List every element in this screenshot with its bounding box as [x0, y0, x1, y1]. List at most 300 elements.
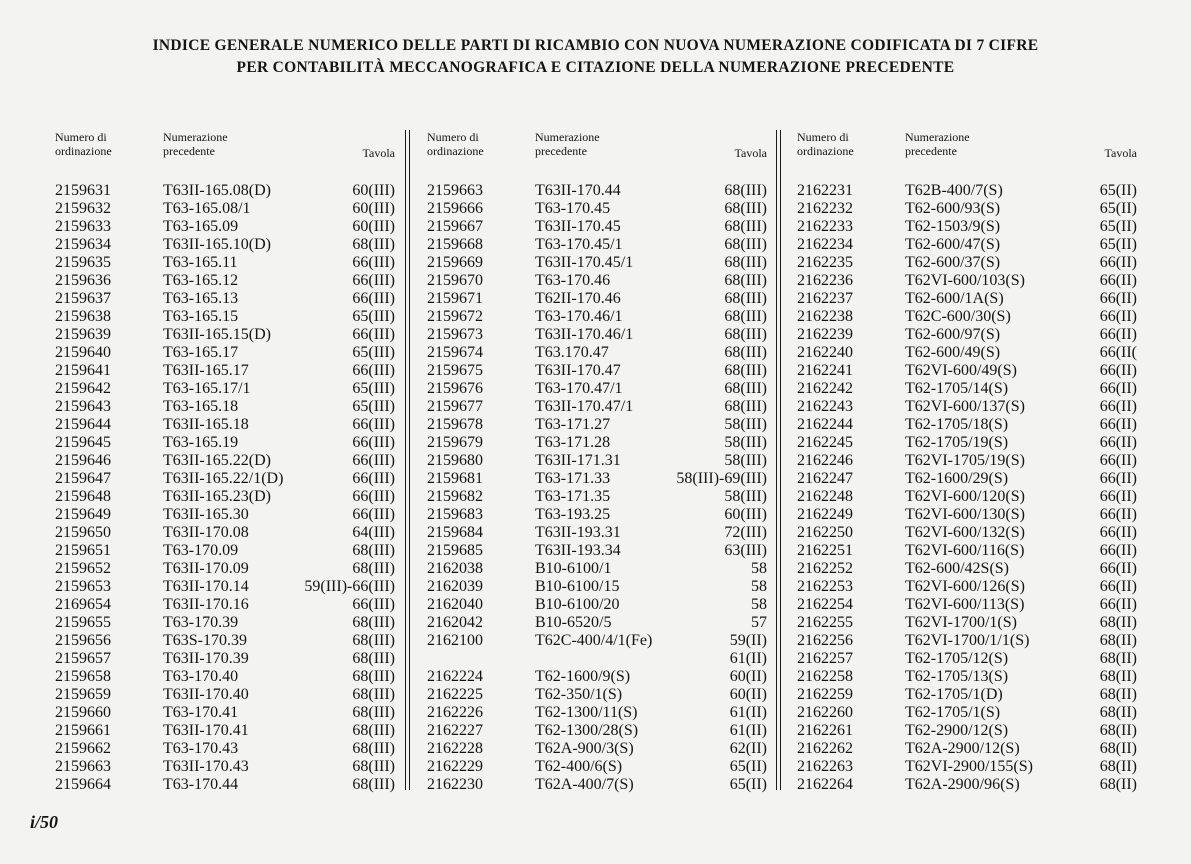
previous-number: T62A-2900/96(S) [905, 776, 1020, 793]
order-number: 2159683 [427, 506, 483, 523]
table-row [427, 686, 767, 704]
tavola-ref: 66(II) [1099, 452, 1137, 469]
tavola-ref: 66(II) [1099, 560, 1137, 577]
order-number: 2159643 [55, 398, 111, 415]
previous-number: T63-165.08/1 [163, 200, 251, 217]
previous-number: T62-600/47(S) [905, 236, 1001, 253]
tavola-ref: 66(II) [1099, 542, 1137, 559]
tavola-ref: 61(II) [729, 704, 767, 721]
table-row [427, 218, 767, 236]
previous-number: T62-1705/1(S) [905, 704, 1001, 721]
tavola-ref: 64(III) [352, 524, 395, 541]
order-number: 2159658 [55, 668, 111, 685]
order-number: 2159653 [55, 578, 111, 595]
order-number: 2159677 [427, 398, 483, 415]
previous-number: T63-193.25 [535, 506, 611, 523]
previous-number: T62C-400/4/1(Fe) [535, 632, 653, 649]
order-number: 2159681 [427, 470, 483, 487]
order-number: 2162233 [797, 218, 853, 235]
previous-number: T63II-193.34 [535, 542, 621, 559]
table-row [797, 416, 1137, 434]
tavola-ref: 68(III) [352, 758, 395, 775]
order-number: 2162240 [797, 344, 853, 361]
order-number: 2162243 [797, 398, 853, 415]
order-number: 2159663 [427, 182, 483, 199]
tavola-ref: 68(III) [724, 182, 767, 199]
order-number: 2159674 [427, 344, 483, 361]
order-number: 2159682 [427, 488, 483, 505]
header-numero-label: Numero di [55, 130, 107, 144]
previous-number: T63-170.41 [163, 704, 239, 721]
order-number: 2162259 [797, 686, 853, 703]
header-ordinazione-label: ordinazione [427, 144, 484, 158]
order-number: 2159636 [55, 272, 111, 289]
previous-number: T62VI-2900/155(S) [905, 758, 1033, 775]
tavola-ref: 58 [751, 578, 767, 595]
index-column-2 [427, 130, 767, 794]
order-number: 2162251 [797, 542, 853, 559]
table-row [55, 344, 395, 362]
index-column-1 [55, 130, 395, 794]
order-number: 2162226 [427, 704, 483, 721]
table-row [797, 200, 1137, 218]
tavola-ref: 62(II) [729, 740, 767, 757]
table-row [797, 344, 1137, 362]
table-row [427, 560, 767, 578]
table-row [797, 668, 1137, 686]
tavola-ref: 66(III) [352, 326, 395, 343]
table-row [55, 614, 395, 632]
previous-number: T62VI-600/126(S) [905, 578, 1025, 595]
tavola-ref: 68(III) [724, 272, 767, 289]
order-number: 2159659 [55, 686, 111, 703]
order-number: 2159661 [55, 722, 111, 739]
tavola-ref: 72(III) [724, 524, 767, 541]
previous-number: T63-170.46/1 [535, 308, 623, 325]
tavola-ref: 66(III) [352, 506, 395, 523]
order-number: 2162239 [797, 326, 853, 343]
tavola-ref: 66(II) [1099, 272, 1137, 289]
header-numerazione-precedente [535, 130, 600, 158]
page-title-line-1: INDICE GENERALE NUMERICO DELLE PARTI DI RICAMBIO CON NUOVA NUMERAZIONE CODIFICATA DI 7 CIFRE [152, 37, 1039, 54]
order-number: 2159667 [427, 218, 483, 235]
table-row [797, 650, 1137, 668]
tavola-ref: 68(II) [1099, 758, 1137, 775]
order-number: 2159637 [55, 290, 111, 307]
order-number: 2159646 [55, 452, 111, 469]
order-number: 2159673 [427, 326, 483, 343]
order-number: 2162228 [427, 740, 483, 757]
tavola-ref: 68(II) [1099, 722, 1137, 739]
order-number: 2159645 [55, 434, 111, 451]
previous-number: T62-1300/28(S) [535, 722, 639, 739]
order-number: 2162040 [427, 596, 483, 613]
order-number: 2159666 [427, 200, 483, 217]
header-tavola: Tavola [362, 146, 395, 160]
table-row [427, 758, 767, 776]
order-number: 2159650 [55, 524, 111, 541]
tavola-ref: 68(III) [724, 290, 767, 307]
tavola-ref: 66(III) [352, 416, 395, 433]
tavola-ref: 68(III) [352, 236, 395, 253]
table-row [55, 380, 395, 398]
table-row [427, 524, 767, 542]
order-number: 2159670 [427, 272, 483, 289]
previous-number: T63-171.35 [535, 488, 611, 505]
table-row [55, 308, 395, 326]
previous-number: T63II-170.39 [163, 650, 249, 667]
order-number: 2159680 [427, 452, 483, 469]
tavola-ref: 66(II) [1099, 596, 1137, 613]
previous-number: T63II-170.43 [163, 758, 249, 775]
table-row [427, 452, 767, 470]
previous-number: T63-171.27 [535, 416, 611, 433]
tavola-ref: 65(II) [729, 758, 767, 775]
order-number: 2162261 [797, 722, 853, 739]
previous-number: T63-171.33 [535, 470, 611, 487]
previous-number: T63-170.47/1 [535, 380, 623, 397]
table-row [427, 668, 767, 686]
order-number: 2162256 [797, 632, 853, 649]
previous-number: T63II-165.10(D) [163, 236, 271, 253]
table-row [55, 290, 395, 308]
table-row [427, 344, 767, 362]
previous-number: T63II-165.17 [163, 362, 249, 379]
table-row [427, 650, 767, 668]
table-row [427, 416, 767, 434]
tavola-ref: 66(III) [352, 488, 395, 505]
order-number: 2159664 [55, 776, 111, 793]
previous-number: T63II-165.23(D) [163, 488, 271, 505]
order-number: 2162100 [427, 632, 483, 649]
previous-number: T63II-170.47/1 [535, 398, 634, 415]
previous-number: T63.170.47 [535, 344, 609, 361]
tavola-ref: 66(III) [352, 470, 395, 487]
order-number: 2162250 [797, 524, 853, 541]
table-row [427, 272, 767, 290]
table-row [797, 254, 1137, 272]
table-row [427, 488, 767, 506]
tavola-ref: 66(II) [1099, 398, 1137, 415]
tavola-ref: 66(III) [352, 362, 395, 379]
previous-number: T62-600/97(S) [905, 326, 1001, 343]
tavola-ref: 66(II) [1099, 434, 1137, 451]
previous-number: T63II-170.44 [535, 182, 621, 199]
table-row [55, 488, 395, 506]
order-number: 2162237 [797, 290, 853, 307]
previous-number: T63II-170.46/1 [535, 326, 634, 343]
column-divider-1 [405, 130, 410, 790]
previous-number: T63-165.17 [163, 344, 239, 361]
table-row [427, 722, 767, 740]
order-number: 2162263 [797, 758, 853, 775]
previous-number: T63-170.09 [163, 542, 239, 559]
tavola-ref: 66(III) [352, 434, 395, 451]
header-numerazione-label: Numerazione [163, 130, 228, 144]
table-row [427, 236, 767, 254]
previous-number: T63II-165.22(D) [163, 452, 271, 469]
tavola-ref: 58 [751, 596, 767, 613]
tavola-ref: 60(III) [352, 182, 395, 199]
previous-number: T63-170.45/1 [535, 236, 623, 253]
tavola-ref: 66(II) [1099, 290, 1137, 307]
previous-number: T62VI-600/49(S) [905, 362, 1017, 379]
previous-number: T62VI-1700/1/1(S) [905, 632, 1030, 649]
column-header [55, 130, 395, 182]
order-number: 2159631 [55, 182, 111, 199]
previous-number: T62VI-600/132(S) [905, 524, 1025, 541]
order-number: 2159657 [55, 650, 111, 667]
header-numero-ordinazione [797, 130, 854, 158]
table-row [55, 722, 395, 740]
table-row [55, 182, 395, 200]
previous-number: T62-1705/14(S) [905, 380, 1009, 397]
header-numero-ordinazione [427, 130, 484, 158]
table-row [797, 236, 1137, 254]
previous-number: T62-2900/12(S) [905, 722, 1009, 739]
index-column-3 [797, 130, 1137, 794]
tavola-ref: 68(II) [1099, 650, 1137, 667]
tavola-ref: 66(II) [1099, 488, 1137, 505]
previous-number: T63II-170.41 [163, 722, 249, 739]
table-row [55, 776, 395, 794]
header-numerazione-label: Numerazione [535, 130, 600, 144]
tavola-ref: 68(III) [724, 218, 767, 235]
order-number: 2159668 [427, 236, 483, 253]
order-number: 2159678 [427, 416, 483, 433]
order-number: 2159639 [55, 326, 111, 343]
order-number: 2159651 [55, 542, 111, 559]
order-number: 2162241 [797, 362, 853, 379]
header-numero-label: Numero di [427, 130, 479, 144]
header-numerazione-precedente [163, 130, 228, 158]
table-row [427, 776, 767, 794]
column-header [427, 130, 767, 182]
order-number: 2162042 [427, 614, 483, 631]
tavola-ref: 59(III)-66(III) [304, 578, 395, 595]
previous-number: T62-1600/29(S) [905, 470, 1009, 487]
previous-number: T62-1705/12(S) [905, 650, 1009, 667]
index-rows [427, 182, 767, 794]
order-number: 2159679 [427, 434, 483, 451]
tavola-ref: 60(III) [352, 218, 395, 235]
previous-number: T62-1705/13(S) [905, 668, 1009, 685]
previous-number: T62-600/1A(S) [905, 290, 1004, 307]
table-row [797, 452, 1137, 470]
previous-number: T63II-170.47 [535, 362, 621, 379]
tavola-ref: 66(II( [1099, 344, 1137, 361]
table-row [55, 758, 395, 776]
previous-number: T63II-170.09 [163, 560, 249, 577]
order-number: 2162248 [797, 488, 853, 505]
tavola-ref: 68(III) [724, 362, 767, 379]
order-number: 2159633 [55, 218, 111, 235]
previous-number: T62VI-600/116(S) [905, 542, 1025, 559]
order-number: 2162230 [427, 776, 483, 793]
table-row [427, 632, 767, 650]
previous-number: T63-170.44 [163, 776, 239, 793]
table-row [797, 506, 1137, 524]
table-row [797, 578, 1137, 596]
tavola-ref: 59(II) [729, 632, 767, 649]
previous-number: T62-600/49(S) [905, 344, 1001, 361]
tavola-ref: 68(III) [724, 236, 767, 253]
tavola-ref: 68(III) [724, 326, 767, 343]
order-number: 2159660 [55, 704, 111, 721]
previous-number: T63II-170.45/1 [535, 254, 634, 271]
order-number: 2162245 [797, 434, 853, 451]
order-number: 2159656 [55, 632, 111, 649]
order-number: 2162227 [427, 722, 483, 739]
table-row [427, 362, 767, 380]
order-number: 2162252 [797, 560, 853, 577]
tavola-ref: 68(II) [1099, 776, 1137, 793]
table-row [55, 470, 395, 488]
order-number: 2159648 [55, 488, 111, 505]
previous-number: T63II-165.08(D) [163, 182, 271, 199]
order-number: 2159644 [55, 416, 111, 433]
order-number: 2159655 [55, 614, 111, 631]
previous-number: T62VI-600/130(S) [905, 506, 1025, 523]
order-number: 2159634 [55, 236, 111, 253]
previous-number: T62-1600/9(S) [535, 668, 631, 685]
previous-number: T62-350/1(S) [535, 686, 623, 703]
previous-number: T62-600/93(S) [905, 200, 1001, 217]
order-number: 2162247 [797, 470, 853, 487]
tavola-ref: 58(III) [724, 434, 767, 451]
tavola-ref: 68(III) [352, 668, 395, 685]
order-number: 2159669 [427, 254, 483, 271]
table-row [55, 236, 395, 254]
tavola-ref: 68(III) [352, 650, 395, 667]
previous-number: T62-1705/18(S) [905, 416, 1009, 433]
tavola-ref: 68(II) [1099, 632, 1137, 649]
table-row [55, 668, 395, 686]
tavola-ref: 60(II) [729, 668, 767, 685]
tavola-ref: 68(III) [352, 776, 395, 793]
order-number: 2169654 [55, 596, 111, 613]
table-row [797, 272, 1137, 290]
tavola-ref: 66(II) [1099, 380, 1137, 397]
previous-number: T63II-165.15(D) [163, 326, 271, 343]
previous-number: T62VI-1700/1(S) [905, 614, 1017, 631]
table-row [55, 524, 395, 542]
tavola-ref: 66(II) [1099, 416, 1137, 433]
tavola-ref: 57 [751, 614, 767, 631]
tavola-ref: 66(II) [1099, 362, 1137, 379]
tavola-ref: 65(III) [352, 344, 395, 361]
table-row [55, 632, 395, 650]
previous-number: B10-6520/5 [535, 614, 612, 631]
previous-number: T62II-170.46 [535, 290, 621, 307]
table-row [427, 578, 767, 596]
previous-number: T63-165.18 [163, 398, 239, 415]
table-row [55, 506, 395, 524]
table-row [427, 542, 767, 560]
tavola-ref: 58(III) [724, 452, 767, 469]
table-row [55, 326, 395, 344]
previous-number: T63-170.45 [535, 200, 611, 217]
tavola-ref: 66(II) [1099, 578, 1137, 595]
tavola-ref: 68(III) [724, 344, 767, 361]
table-row [797, 704, 1137, 722]
order-number: 2159652 [55, 560, 111, 577]
tavola-ref: 58(III) [724, 416, 767, 433]
previous-number: T63-170.46 [535, 272, 611, 289]
table-row [797, 434, 1137, 452]
previous-number: T62-1503/9(S) [905, 218, 1001, 235]
previous-number: T62-1705/19(S) [905, 434, 1009, 451]
table-row [55, 434, 395, 452]
previous-number: T62VI-600/103(S) [905, 272, 1025, 289]
table-row [797, 560, 1137, 578]
tavola-ref: 68(III) [352, 704, 395, 721]
tavola-ref: 60(II) [729, 686, 767, 703]
tavola-ref: 68(III) [352, 632, 395, 649]
tavola-ref: 68(II) [1099, 704, 1137, 721]
table-row [797, 182, 1137, 200]
table-row [427, 200, 767, 218]
tavola-ref: 68(III) [352, 614, 395, 631]
order-number: 2162255 [797, 614, 853, 631]
tavola-ref: 68(III) [724, 398, 767, 415]
header-ordinazione-label: ordinazione [55, 144, 112, 158]
table-row [55, 398, 395, 416]
tavola-ref: 68(III) [352, 542, 395, 559]
header-numero-label: Numero di [797, 130, 849, 144]
page-title-line-2: PER CONTABILITÀ MECCANOGRAFICA E CITAZIONE DELLA NUMERAZIONE PRECEDENTE [236, 59, 955, 76]
table-row [55, 200, 395, 218]
previous-number: T62-1300/11(S) [535, 704, 638, 721]
previous-number: T62-600/37(S) [905, 254, 1001, 271]
previous-number: T62A-400/7(S) [535, 776, 634, 793]
previous-number: T62-600/42S(S) [905, 560, 1009, 577]
order-number: 2162254 [797, 596, 853, 613]
previous-number: T62VI-600/120(S) [905, 488, 1025, 505]
order-number: 2162231 [797, 182, 853, 199]
tavola-ref: 61(II) [729, 722, 767, 739]
order-number: 2159640 [55, 344, 111, 361]
tavola-ref: 65(III) [352, 398, 395, 415]
tavola-ref: 68(III) [724, 200, 767, 217]
order-number: 2159675 [427, 362, 483, 379]
tavola-ref: 66(III) [352, 254, 395, 271]
table-row [55, 578, 395, 596]
table-row [427, 704, 767, 722]
order-number: 2162236 [797, 272, 853, 289]
order-number: 2162257 [797, 650, 853, 667]
table-row [55, 254, 395, 272]
table-row [55, 416, 395, 434]
table-row [427, 254, 767, 272]
previous-number: T63-165.15 [163, 308, 239, 325]
table-row [797, 614, 1137, 632]
table-row [55, 560, 395, 578]
order-number: 2159685 [427, 542, 483, 559]
tavola-ref: 68(III) [724, 254, 767, 271]
table-row [55, 704, 395, 722]
previous-number: T63-171.28 [535, 434, 611, 451]
order-number: 2159647 [55, 470, 111, 487]
tavola-ref: 68(III) [352, 722, 395, 739]
table-row [427, 596, 767, 614]
previous-number: T62VI-600/113(S) [905, 596, 1025, 613]
tavola-ref: 61(II) [729, 650, 767, 667]
previous-number: T63-165.19 [163, 434, 239, 451]
tavola-ref: 65(II) [729, 776, 767, 793]
table-row [797, 740, 1137, 758]
header-numerazione-label: Numerazione [905, 130, 970, 144]
